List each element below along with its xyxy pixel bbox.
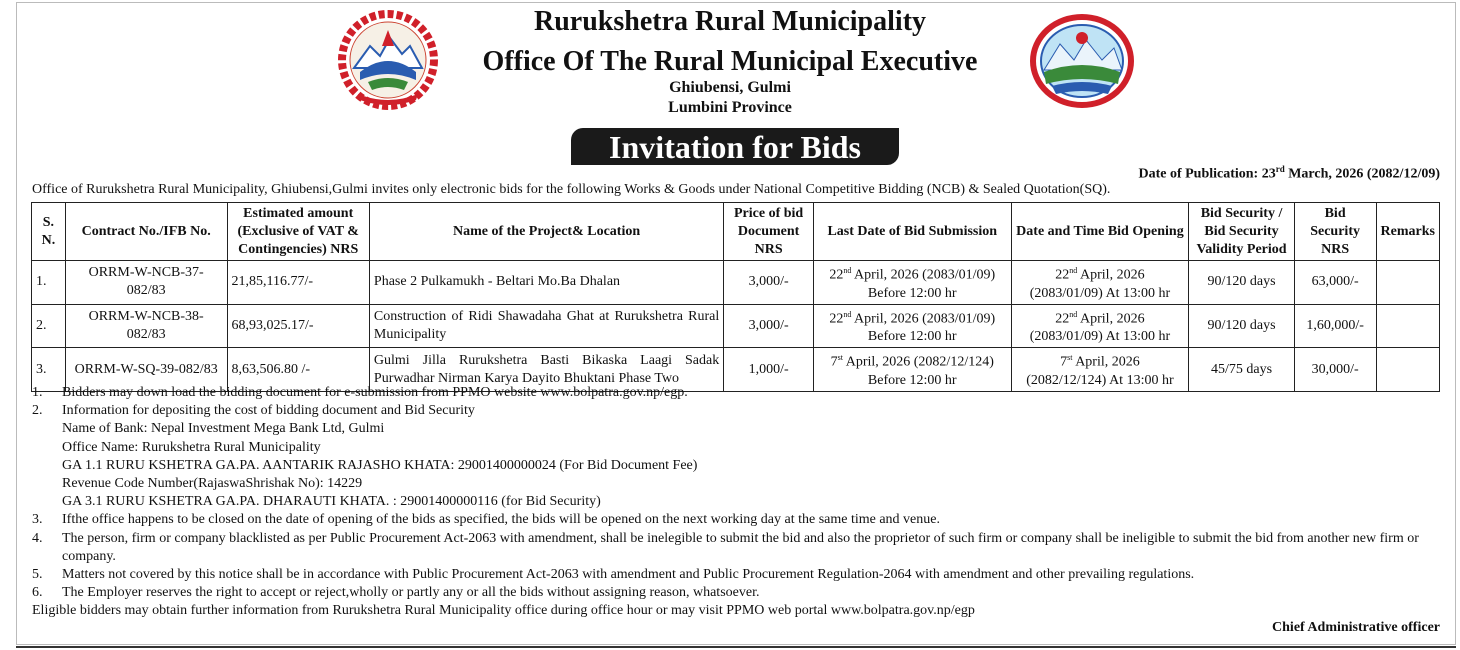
col-header-project: Name of the Project& Location: [369, 203, 723, 261]
cell-security: 63,000/-: [1294, 261, 1376, 305]
note-text: Information for depositing the cost of bidding document and Bid Security: [62, 403, 475, 419]
list-item: 2. Information for depositing the cost of bidding document and Bid Security: [32, 402, 1444, 420]
cell-project: Construction of Ridi Shawadaha Ghat at Rurukshetra Rural Municipality: [369, 304, 723, 348]
cell-contract: ORRM-W-NCB-38-082/83: [65, 304, 227, 348]
cell-validity: 45/75 days: [1189, 348, 1294, 392]
col-header-validity: Bid Security / Bid Security Validity Period: [1189, 203, 1294, 261]
office-name: Office Of The Rural Municipal Executive: [482, 46, 978, 77]
col-header-remarks: Remarks: [1376, 203, 1440, 261]
signer-title: Chief Administrative officer: [1272, 620, 1440, 635]
intro-paragraph: Office of Rurukshetra Rural Municipality, Ghiubensi,Gulmi invites only electronic bids for the following Works & Goods under National Competitive Bidding (NCB) & Sealed Quotation(SQ).: [32, 182, 1111, 197]
account-doc-fee: GA 1.1 RURU KSHETRA GA.PA. AANTARIK RAJASHO KHATA: 29001400000024 (For Bid Document Fee): [62, 457, 698, 473]
col-header-last-date: Last Date of Bid Submission: [813, 203, 1011, 261]
note-text: Bidders may down load the bidding document for e-submission from PPMO website www.bolpatra.gov.np/egp.: [62, 385, 688, 400]
province-line: Lumbini Province: [668, 99, 792, 116]
cell-last-date: 7st April, 2026 (2082/12/124) Before 12:00 hr: [813, 348, 1011, 392]
publication-date: Date of Publication: 23rd March, 2026 (2082/12/09): [1138, 164, 1440, 182]
cell-validity: 90/120 days: [1189, 261, 1294, 305]
footer-note: Eligible bidders may obtain further information from Rurukshetra Rural Municipality office during office hour or may visit PPMO web portal www.bolpatra.gov.np/egp: [32, 603, 975, 619]
cell-price: 3,000/-: [724, 304, 814, 348]
table-header-row: [32, 203, 1440, 261]
cell-project: Phase 2 Pulkamukh - Beltari Mo.Ba Dhalan: [369, 261, 723, 305]
cell-opening: 22nd April, 2026 (2083/01/09) At 13:00 hr: [1011, 304, 1189, 348]
notes-list: [32, 384, 1444, 621]
cell-opening: 22nd April, 2026 (2083/01/09) At 13:00 hr: [1011, 261, 1189, 305]
revenue-code: Revenue Code Number(RajaswaShrishak No): 14229: [62, 476, 363, 492]
col-header-sn: S. N.: [32, 203, 66, 261]
note-text: The Employer reserves the right to accept or reject,wholly or partly any or all the bids without assigning reason, whatsoever.: [62, 585, 760, 601]
cell-security: 1,60,000/-: [1294, 304, 1376, 348]
cell-opening: 7st April, 2026 (2082/12/124) At 13:00 hr: [1011, 348, 1189, 392]
bids-table: [31, 202, 1440, 392]
list-item: 5. Matters not covered by this notice shall be in accordance with Public Procurement Act-2063 with amendment and Public Procurement Regulation-2064 with amendment and other prevailing regulations.: [32, 566, 1444, 584]
office-name-line: Office Name: Rurukshetra Rural Municipality: [62, 439, 321, 455]
list-item: 3. Ifthe office happens to be closed on the date of opening of the bids as specified, the bids will be opened on the next working day at the same time and venue.: [32, 511, 1444, 529]
cell-remarks: [1376, 261, 1440, 305]
list-item: 4. The person, firm or company blacklisted as per Public Procurement Act-2063 with amendment, shall be inelegible to submit the bid and also the proprietor of such firm or company shall be ineligible to submit the bid from another new firm or company.: [32, 530, 1444, 566]
municipality-name: Rurukshetra Rural Municipality: [533, 6, 927, 37]
cell-amount: 21,85,116.77/-: [227, 261, 369, 305]
col-header-amount: Estimated amount (Exclusive of VAT & Contingencies) NRS: [227, 203, 369, 261]
note-text: Matters not covered by this notice shall be in accordance with Public Procurement Act-2063 with amendment and Public Procurement Regulation-2064 with amendment and other prevailing regulations.: [62, 567, 1195, 583]
cell-contract: ORRM-W-SQ-39-082/83: [65, 348, 227, 392]
table-row: [32, 261, 1440, 305]
cell-project: Gulmi Jilla Rurukshetra Basti Bikaska Laagi Sadak Purwadhar Nirman Karya Dayito Bhuktani Phase Two: [369, 348, 723, 392]
cell-price: 1,000/-: [724, 348, 814, 392]
cell-sn: 1.: [32, 261, 66, 305]
cell-amount: 8,63,506.80 /-: [227, 348, 369, 392]
cell-validity: 90/120 days: [1189, 304, 1294, 348]
col-header-opening: Date and Time Bid Opening: [1011, 203, 1189, 261]
notice-title-banner: Invitation for Bids: [571, 128, 899, 165]
cell-contract: ORRM-W-NCB-37-082/83: [65, 261, 227, 305]
cell-price: 3,000/-: [724, 261, 814, 305]
note-text: The person, firm or company blacklisted as per Public Procurement Act-2063 with amendment, shall be inelegible to submit the bid and also the proprietor of such firm or company shall be ineligible to submit the bid from another new firm or company.: [62, 530, 1419, 564]
bottom-rule: [16, 646, 1456, 648]
address-line: Ghiubensi, Gulmi: [669, 79, 791, 96]
cell-sn: 2.: [32, 304, 66, 348]
list-item: 6. The Employer reserves the right to accept or reject,wholly or partly any or all the bids without assigning reason, whatsoever.: [32, 584, 1444, 602]
list-item: 1. Bidders may down load the bidding document for e-submission from PPMO website www.bolpatra.gov.np/egp.: [32, 384, 1444, 402]
cell-last-date: 22nd April, 2026 (2083/01/09) Before 12:00 hr: [813, 304, 1011, 348]
note-text: Ifthe office happens to be closed on the date of opening of the bids as specified, the bids will be opened on the next working day at the same time and venue.: [62, 512, 940, 528]
col-header-price: Price of bid Document NRS: [724, 203, 814, 261]
cell-security: 30,000/-: [1294, 348, 1376, 392]
bank-name: Name of Bank: Nepal Investment Mega Bank Ltd, Gulmi: [62, 421, 385, 437]
account-bid-security: GA 3.1 RURU KSHETRA GA.PA. DHARAUTI KHATA. : 29001400000116 (for Bid Security): [62, 494, 601, 510]
col-header-contract: Contract No./IFB No.: [65, 203, 227, 261]
cell-remarks: [1376, 304, 1440, 348]
table-row: [32, 304, 1440, 348]
cell-sn: 3.: [32, 348, 66, 392]
cell-last-date: 22nd April, 2026 (2083/01/09) Before 12:00 hr: [813, 261, 1011, 305]
col-header-security: Bid Security NRS: [1294, 203, 1376, 261]
cell-amount: 68,93,025.17/-: [227, 304, 369, 348]
